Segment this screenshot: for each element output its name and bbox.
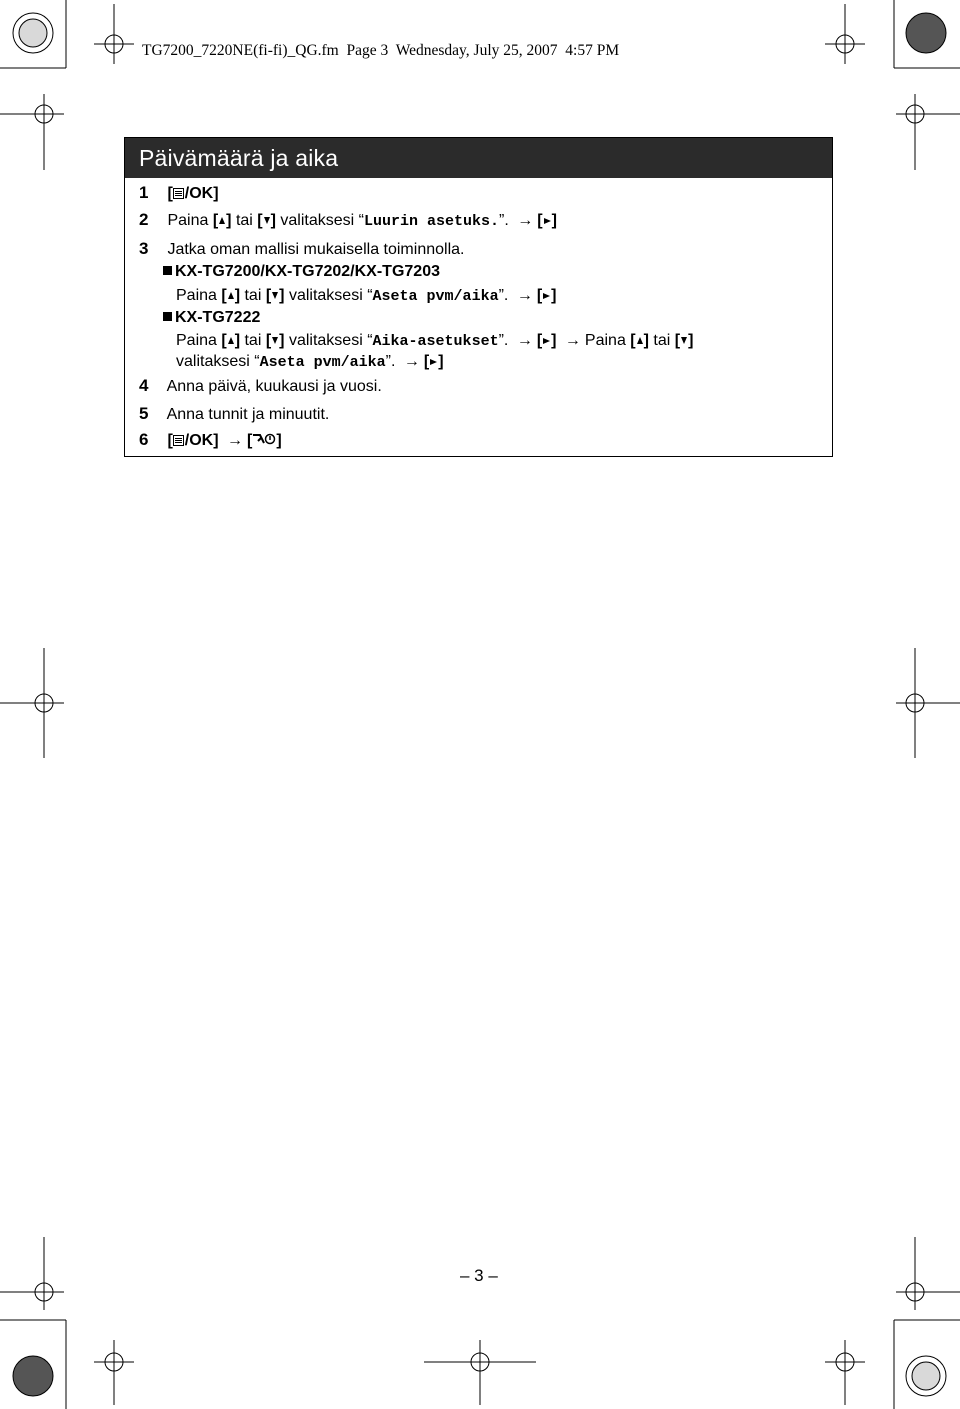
page-header [142, 42, 619, 60]
step-text: valitaksesi [280, 212, 355, 229]
up-arrow-icon [228, 292, 234, 299]
down-arrow-icon [681, 337, 687, 344]
registration-mark-icon [94, 4, 134, 64]
registration-mark-icon [0, 648, 64, 758]
registration-mark-icon [906, 1356, 946, 1396]
model-instruction-cont: valitaksesi “Aseta pvm/aika”. → [ ] [176, 353, 444, 371]
step-text: Anna päivä, kuukausi ja vuosi. [166, 378, 382, 395]
right-arrow-icon [544, 218, 551, 224]
up-arrow-icon [637, 337, 643, 344]
down-arrow-icon [272, 337, 278, 344]
step-number: 6 [139, 430, 149, 449]
registration-mark-icon [825, 4, 865, 64]
registration-mark-icon [424, 1340, 536, 1405]
right-arrow-icon [430, 359, 437, 365]
header-page: Page 3 [346, 42, 389, 59]
section-title: Päivämäärä ja aika [125, 138, 832, 178]
instruction-box [124, 137, 833, 457]
registration-mark-icon [825, 1340, 865, 1405]
step-number: 1 [139, 183, 149, 202]
step-number: 4 [139, 376, 149, 395]
registration-mark-icon [906, 13, 946, 53]
menu-option: Aseta pvm/aika [372, 288, 499, 305]
step-1: 1 [ /OK] [139, 183, 219, 202]
header-filename: TG7200_7220NE(fi-fi)_QG.fm [142, 42, 339, 59]
registration-mark-icon [896, 1237, 960, 1310]
step-4 [139, 376, 382, 397]
step-3 [139, 239, 464, 260]
model-heading: KX-TG7222 [163, 308, 260, 328]
down-arrow-icon [272, 292, 278, 299]
down-arrow-icon [264, 217, 270, 224]
right-arrow-icon [543, 338, 550, 344]
up-arrow-icon [228, 337, 234, 344]
model-instruction: Paina [ ] tai [ ] valitaksesi “Aseta pvm/aika”. → [ ] [176, 287, 557, 305]
step-text: Anna tunnit ja minuutit. [166, 406, 330, 423]
ok-key-label: /OK [184, 432, 214, 449]
step-text: Paina [167, 212, 209, 229]
registration-mark-icon [13, 13, 53, 53]
menu-option: Aika-asetukset [372, 333, 499, 350]
menu-option: Luurin asetuks. [364, 213, 500, 230]
registration-mark-icon [0, 94, 64, 170]
model-heading: KX-TG7200/KX-TG7202/KX-TG7203 [163, 262, 440, 282]
registration-mark-icon [896, 94, 960, 170]
step-text: . [504, 212, 509, 229]
step-5 [139, 404, 329, 425]
model-instruction: Paina [ ] tai [ ] valitaksesi “Aika-asetukset”. → [ ] → Paina [ ] tai [ ] [176, 332, 694, 350]
page-number: – 3 – [460, 1266, 498, 1285]
menu-icon [173, 188, 184, 199]
up-arrow-icon [219, 217, 225, 224]
step-number: 5 [139, 404, 149, 423]
right-arrow-icon [543, 293, 550, 299]
registration-mark-icon [0, 1237, 64, 1310]
registration-mark-icon [13, 1356, 53, 1396]
off-icon [252, 432, 276, 446]
step-text: tai [235, 212, 253, 229]
step-number: 3 [139, 239, 149, 258]
menu-icon [173, 435, 184, 446]
menu-option: Aseta pvm/aika [259, 354, 386, 371]
header-time: 4:57 PM [565, 42, 620, 59]
step-number: 2 [139, 210, 149, 229]
ok-key-label: /OK [184, 185, 214, 202]
registration-mark-icon [896, 648, 960, 758]
step-text: Jatka oman mallisi mukaisella toiminnolla. [167, 241, 465, 258]
header-date: Wednesday, July 25, 2007 [395, 42, 558, 59]
registration-mark-icon [94, 1340, 134, 1405]
step-2: 2 Paina [ ] tai [ ] valitaksesi “Luurin asetuks.”. → [ ] [139, 210, 557, 230]
step-6: 6 [ /OK] → [ ] [139, 430, 282, 449]
